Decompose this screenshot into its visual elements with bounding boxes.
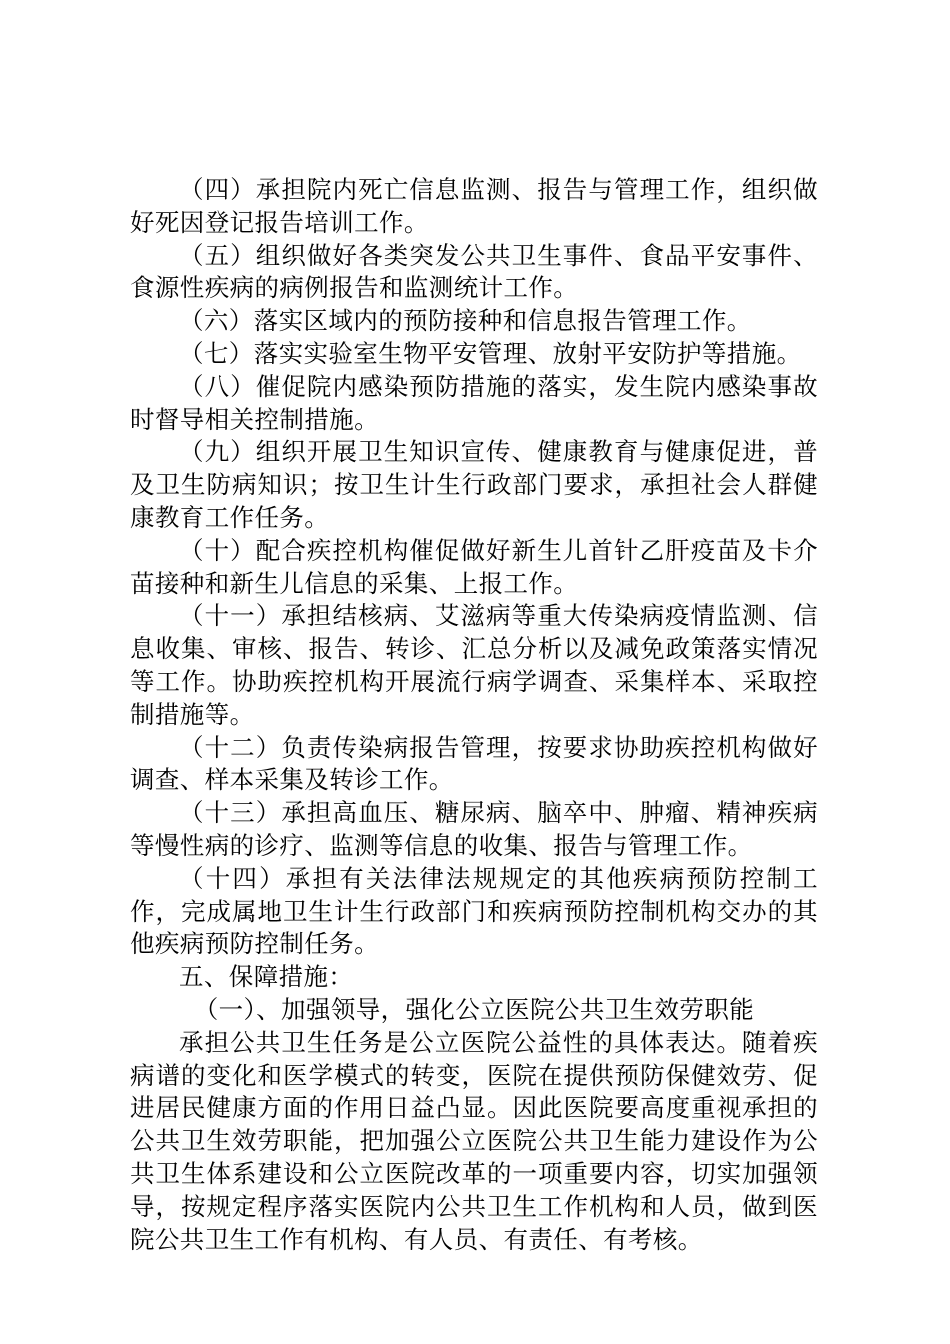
paragraph-item-5: （五）组织做好各类突发公共卫生事件、食品平安事件、食源性疾病的病例报告和监测统计工作。 [130,240,818,303]
section-heading-safeguards: 五、保障措施： [179,962,354,992]
paragraph-item-12: （十二）负责传染病报告管理，按要求协助疾控机构做好调查、样本采集及转诊工作。 [130,732,818,795]
paragraph-item-13: （十三）承担高血压、糖尿病、脑卒中、肿瘤、精神疾病等慢性病的诊疗、监测等信息的收集、报告与管理工作。 [130,798,818,860]
body-paragraph-leadership: 承担公共卫生任务是公立医院公益性的具体表达。随着疾病谱的变化和医学模式的转变，医院在提供预防保健效劳、促进居民健康方面的作用日益凸显。因此医院要高度重视承担的公共卫生效劳职能，把加强公立医院公共卫生能力建设作为公共卫生体系建设和公立医院改革的一项重要内容，切实加强领导，按规定程序落实医院内公共卫生工作机构和人员，做到医院公共卫生工作有机构、有人员、有责任、有考核。 [130,1027,818,1254]
paragraph-item-4: （四）承担院内死亡信息监测、报告与管理工作，组织做好死因登记报告培训工作。 [130,175,818,237]
paragraph-item-7: （七）落实实验室生物平安管理、放射平安防护等措施。 [179,338,802,368]
subsection-heading-leadership: （一）、加强领导，强化公立医院公共卫生效劳职能 [193,994,755,1024]
paragraph-item-9: （九）组织开展卫生知识宣传、健康教育与健康促进，普及卫生防病知识；按卫生计生行政部门要求，承担社会人群健康教育工作任务。 [130,437,818,532]
paragraph-item-10: （十）配合疾控机构催促做好新生儿首针乙肝疫苗及卡介苗接种和新生儿信息的采集、上报工作。 [130,535,818,598]
document-body [130,174,818,1256]
paragraph-item-14: （十四）承担有关法律法规规定的其他疾病预防控制工作，完成属地卫生计生行政部门和疾病预防控制机构交办的其他疾病预防控制任务。 [130,863,818,959]
paragraph-item-6: （六）落实区域内的预防接种和信息报告管理工作。 [179,306,752,336]
paragraph-item-8: （八）催促院内感染预防措施的落实，发生院内感染事故时督导相关控制措施。 [130,371,818,434]
paragraph-item-11: （十一）承担结核病、艾滋病等重大传染病疫情监测、信息收集、审核、报告、转诊、汇总分析以及减免政策落实情况等工作。协助疾控机构开展流行病学调查、采集样本、采取控制措施等。 [130,601,818,729]
